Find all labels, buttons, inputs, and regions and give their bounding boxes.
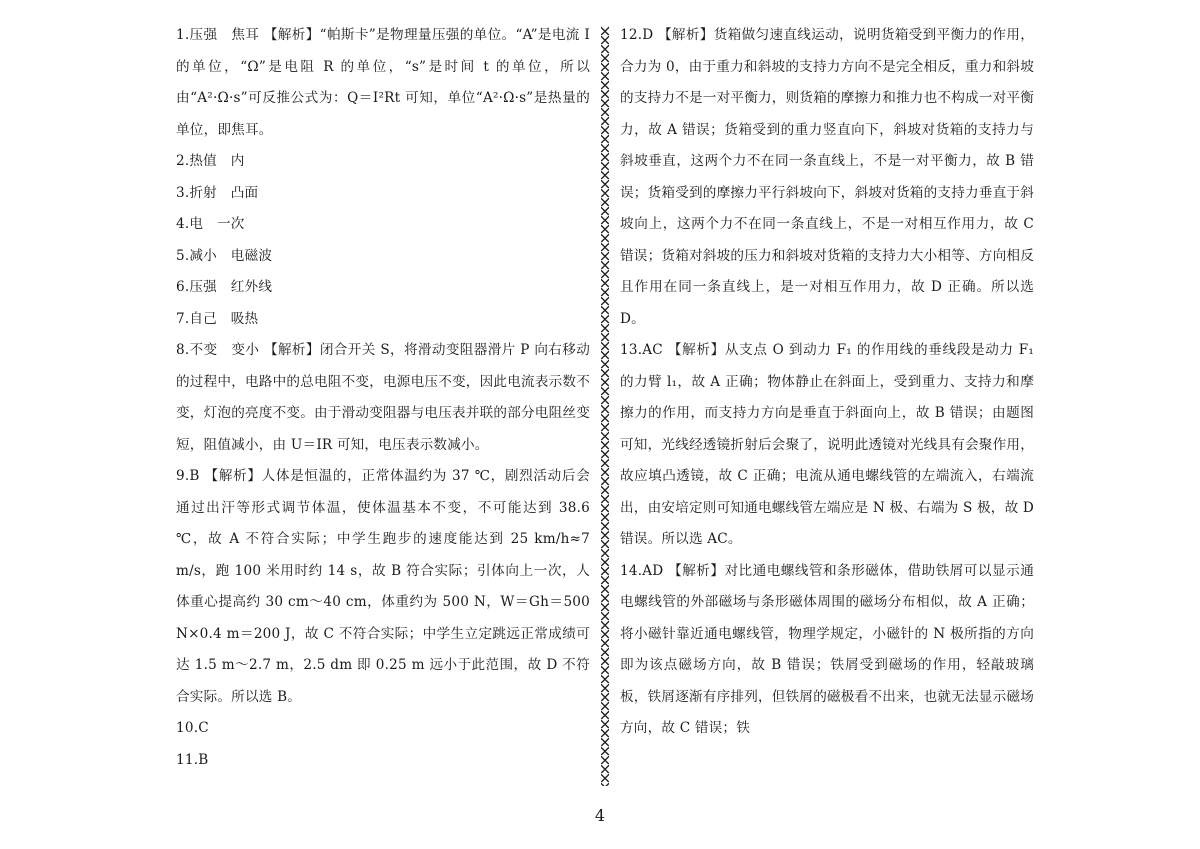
answer-item-3: 3.折射 凸面 (176, 184, 259, 201)
left-column (176, 20, 590, 776)
answer-item-8: 8.不变 变小 【解析】闭合开关 S，将滑动变阻器滑片 P 向右移动的过程中，电路中的总电阻不变，电源电压不变，因此电流表示数不变，灯泡的亮度不变。由于滑动变阻器与电压表并联的部分电阻丝变短，阻值减小，由 U＝IR 可知，电压表示数减小。 (176, 342, 590, 453)
answer-item-9: 9.B 【解析】人体是恒温的，正常体温约为 37 ℃，剧烈活动后会通过出汗等形式调节体温，使体温基本不变，不可能达到 38.6 ℃，故 A 不符合实际；中学生跑步的速度能达到 25 km/h≈7 m/s，跑 100 米用时约 14 s，故 B 符合实际；引体向上一次，人体重心提高约 30 cm～40 cm，体重约为 500 N，W＝Gh＝500 N×0.4 m＝200 J，故 C 不符合实际；中学生立定跳远正常成绩可达 1.5 m～2.7 m，2.5 dm 即 0.25 m 远小于此范围，故 D 不符合实际。所以选 B。 (176, 468, 590, 705)
answer-item-4: 4.电 一次 (176, 216, 245, 232)
column-divider (601, 26, 609, 786)
answer-item-11: 11.B (176, 751, 209, 768)
answer-item-10: 10.C (176, 720, 209, 736)
page-number: 4 (594, 806, 606, 825)
answer-item-7: 7.自己 吸热 (176, 310, 259, 327)
answer-item-5: 5.减小 电磁波 (176, 247, 273, 264)
answer-item-14: 14.AD 【解析】对比通电螺线管和条形磁体，借助铁屑可以显示通电螺线管的外部磁场与条形磁体周围的磁场分布相似，故 A 正确；将小磁针靠近通电螺线管，物理学规定，小磁针的 N 极所指的方向即为该点磁场方向，故 B 错误；铁屑受到磁场的作用，轻敲玻璃板，铁屑逐渐有序排列，但铁屑的磁极看不出来，也就无法显示磁场方向，故 C 错误；铁 (620, 562, 1034, 736)
answer-item-2: 2.热值 内 (176, 153, 245, 169)
answer-item-13: 13.AC 【解析】从支点 O 到动力 F₁ 的作用线的垂线段是动力 F₁ 的力臂 l₁，故 A 正确；物体静止在斜面上，受到重力、支持力和摩擦力的作用，而支持力方向是垂直于斜面向上，故 B 错误；由题图可知，光线经透镜折射后会聚了，说明此透镜对光线具有会聚作用，故应填凸透镜，故 C 正确；电流从通电螺线管的左端流入，右端流出，由安培定则可知通电螺线管左端应是 N 极、右端为 S 极，故 D 错误。所以选 AC。 (620, 342, 1034, 547)
right-column (620, 20, 1034, 745)
answer-item-1: 1.压强 焦耳 【解析】“帕斯卡”是物理量压强的单位。“A”是电流 I 的单位，“Ω”是电阻 R 的单位，“s”是时间 t 的单位，所以由“A²·Ω·s”可反推公式为：Q＝I²Rt 可知，单位“A²·Ω·s”是热量的单位，即焦耳。 (176, 27, 590, 138)
answer-item-6: 6.压强 红外线 (176, 279, 273, 295)
answer-item-12: 12.D 【解析】货箱做匀速直线运动，说明货箱受到平衡力的作用，合力为 0，由于重力和斜坡的支持力方向不是完全相反，重力和斜坡的支持力不是一对平衡力，则货箱的摩擦力和推力也不构成一对平衡力，故 A 错误；货箱受到的重力竖直向下，斜坡对货箱的支持力与斜坡垂直，这两个力不在同一条直线上，不是一对平衡力，故 B 错误；货箱受到的摩擦力平行斜坡向下，斜坡对货箱的支持力垂直于斜坡向上，这两个力不在同一条直线上，不是一对相互作用力，故 C 错误；货箱对斜坡的压力和斜坡对货箱的支持力大小相等、方向相反且作用在同一条直线上，是一对相互作用力，故 D 正确。所以选 D。 (620, 27, 1034, 327)
